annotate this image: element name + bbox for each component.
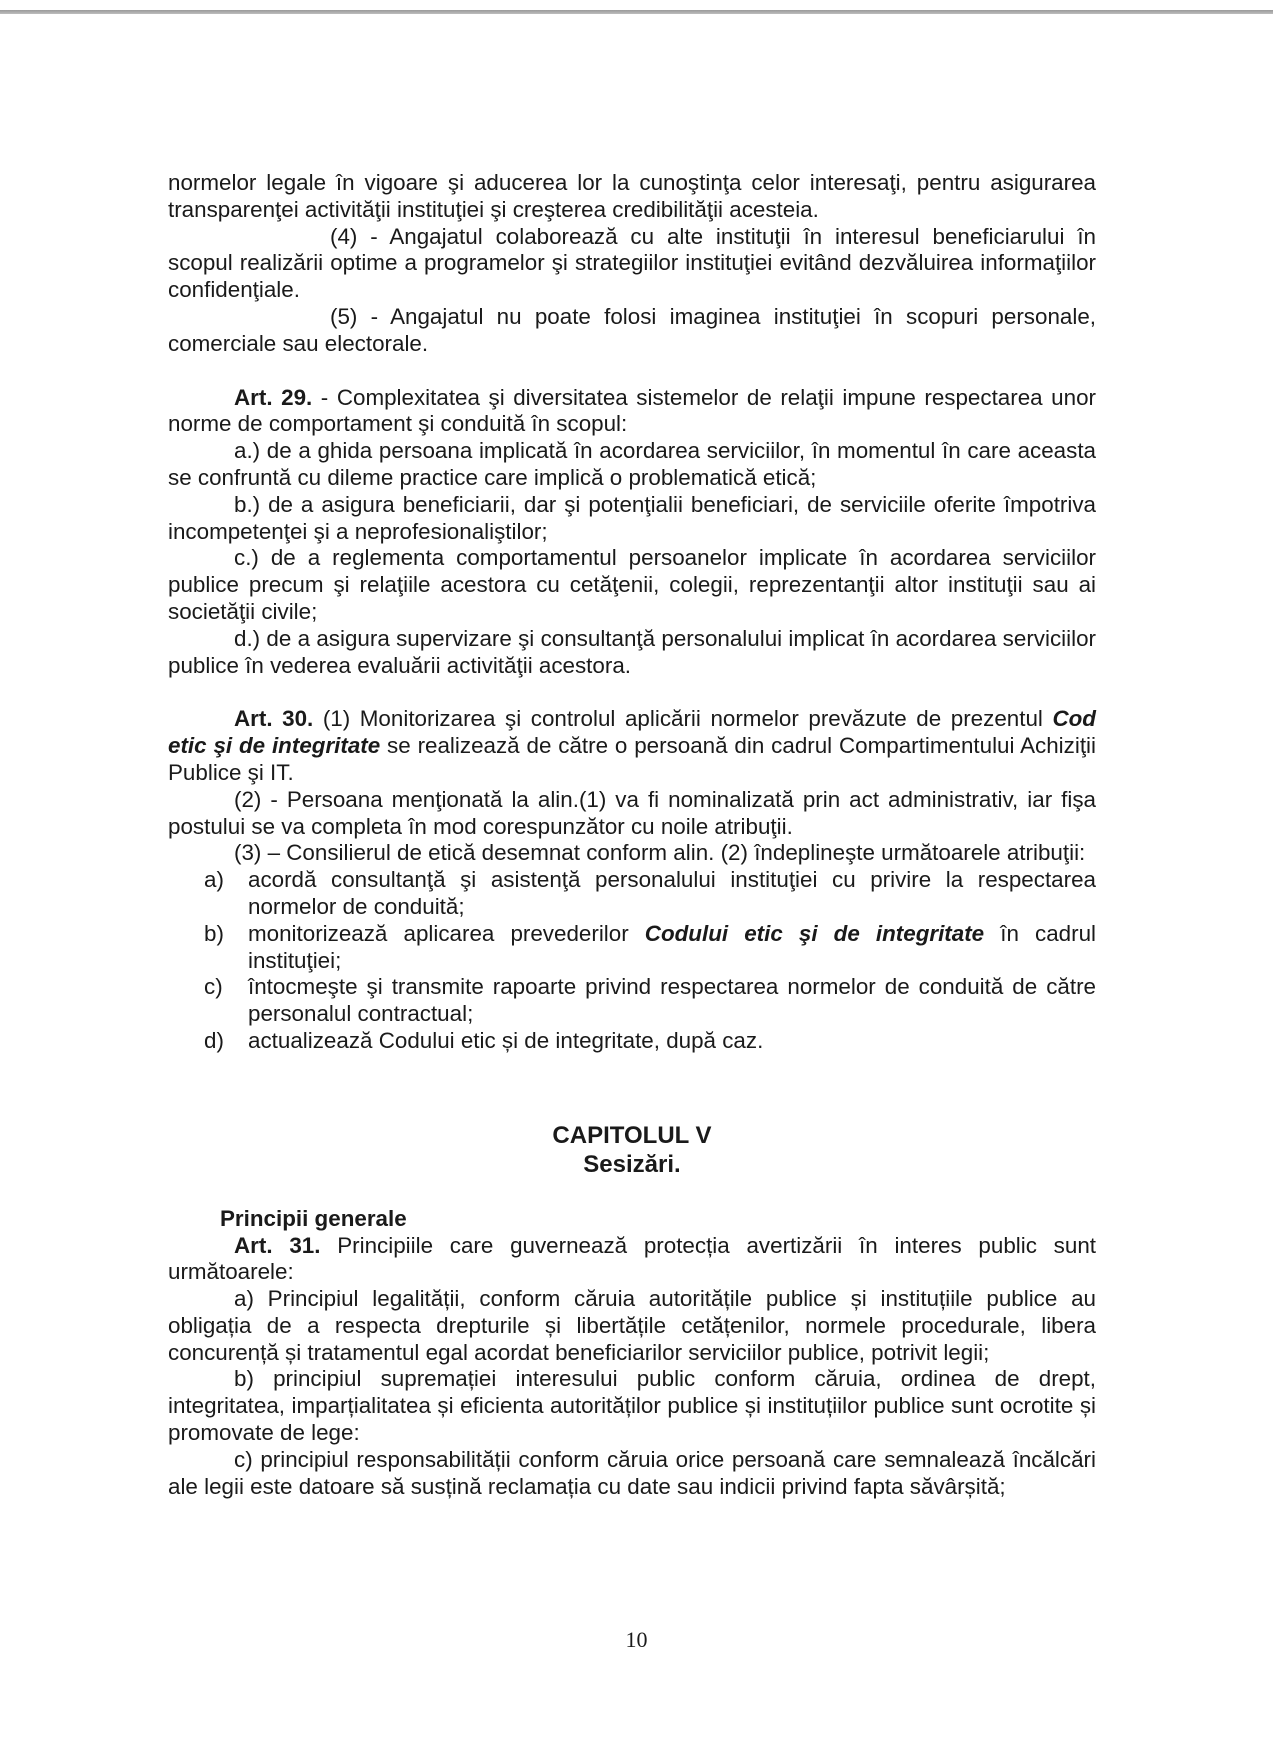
code-name-emphasis: Codului etic şi de integritate <box>644 920 985 946</box>
page-number: 10 <box>625 1627 648 1652</box>
art-29-item-a: a.) de a ghida persoana implicată în acordarea serviciilor, în momentul în care aceasta se confruntă cu dileme practice care implică o problematică etică; <box>168 438 1096 490</box>
paragraph-alin-4: (4) - Angajatul colaborează cu alte instituţii în interesul beneficiarului în scopul realizării optime a programelor şi strategiilor instituţiei evitând dezvăluirea informaţiilor confidenţiale. <box>168 223 1096 303</box>
list-text-b: în cadrul instituţiei; <box>248 920 1097 973</box>
scan-top-border <box>0 10 1273 14</box>
art-31-label: Art. 31. <box>234 1232 321 1258</box>
list-item <box>168 1028 1096 1055</box>
paragraph-continuation: normelor legale în vigoare şi aducerea lor la cunoştinţa celor interesaţi, pentru asigurarea transparenţei activităţii instituţiei şi creşterea credibilităţii acesteia. <box>168 170 1096 222</box>
list-marker: d) <box>204 1027 224 1053</box>
art-31-intro <box>168 1233 1096 1287</box>
section-heading: Principii generale <box>220 1205 407 1231</box>
list-text-a: monitorizează aplicarea prevederilor <box>248 920 645 946</box>
document-body <box>168 170 1096 1500</box>
art-30-duties-list <box>168 867 1096 1055</box>
art-29-item-d: d.) de a asigura supervizare şi consultanţă personalului implicat în acordarea serviciilor publice în vederea evaluării activităţii acestora. <box>168 625 1096 678</box>
art-30-label: Art. 30. <box>234 706 314 732</box>
art-29-label: Art. 29. <box>234 384 313 410</box>
art-31-item-b: b) principiul supremației interesului public conform căruia, ordinea de drept, integritatea, imparțialitatea și eficienta autorităților publice și instituțiilor publice sunt ocrotite și promovate de lege: <box>168 1366 1096 1446</box>
list-text <box>248 921 1096 975</box>
chapter-subtitle: Sesizări. <box>583 1150 681 1178</box>
code-name-emphasis: Cod etic şi de integritate <box>168 706 1096 759</box>
list-item <box>168 921 1096 975</box>
art-30-alin-3: (3) – Consilierul de etică desemnat conform alin. (2) îndeplineşte următoarele atribuţii: <box>234 840 1086 866</box>
art-29-item-b: b.) de a asigura beneficiarii, dar şi potenţialii beneficiari, de serviciile oferite împotriva incompetenţei şi a neprofesionaliştilor; <box>168 491 1096 544</box>
list-marker: a) <box>204 867 224 893</box>
list-text: actualizează Codului etic și de integritate, după caz. <box>248 1027 764 1053</box>
list-marker: b) <box>204 920 224 946</box>
art-29-item-c: c.) de a reglementa comportamentul persoanelor implicate în acordarea serviciilor publice precum şi relaţiile acestora cu cetăţenii, colegii, reprezentanţii altor instituţii sau ai societăţii civile; <box>168 545 1096 624</box>
art-31-item-c: c) principiul responsabilității conform căruia orice persoană care semnalează încălcări ale legii este datoare să susțină reclamația cu date sau indicii privind fapta săvârșită; <box>168 1446 1096 1499</box>
art-31-item-a: a) Principiul legalității, conform căruia autoritățile publice și instituțiile publice au obligația de a respecta drepturile și libertățile cetățenilor, normele procedurale, libera concurență și tratamentul egal acordat beneficiarilor serviciilor publice, potrivit legii; <box>168 1286 1096 1365</box>
paragraph-alin-5: (5) - Angajatul nu poate folosi imaginea instituţiei în scopuri personale, comerciale sau electorale. <box>168 303 1096 356</box>
art-30-text-b: se realizează de către o persoană din cadrul Compartimentului Achiziţii Publice şi IT. <box>168 733 1096 785</box>
list-marker: c) <box>204 974 223 1000</box>
art-29-intro <box>168 385 1096 439</box>
art-30-alin-1 <box>168 706 1096 786</box>
list-text: acordă consultanţă şi asistenţă personalului instituţiei cu privire la respectarea normelor de conduită; <box>248 867 1096 919</box>
list-item <box>168 974 1096 1028</box>
list-item <box>168 867 1096 921</box>
art-31-intro-text: Principiile care guvernează protecția avertizării în interes public sunt următoarele: <box>168 1232 1096 1285</box>
list-text: întocmeşte şi transmite rapoarte privind respectarea normelor de conduită de către personalul contractual; <box>248 974 1096 1027</box>
art-30-text-a: (1) Monitorizarea şi controlul aplicării normelor prevăzute de prezentul <box>313 706 1053 732</box>
chapter-title: CAPITOLUL V <box>552 1121 712 1149</box>
art-30-alin-2: (2) - Persoana menţionată la alin.(1) va fi nominalizată prin act administrativ, iar fişa postului se va completa în mod corespunzător cu noile atribuţii. <box>168 786 1096 839</box>
art-29-intro-text: - Complexitatea şi diversitatea sistemelor de relaţii impune respectarea unor norme de comportament şi conduită în scopul: <box>168 384 1096 437</box>
